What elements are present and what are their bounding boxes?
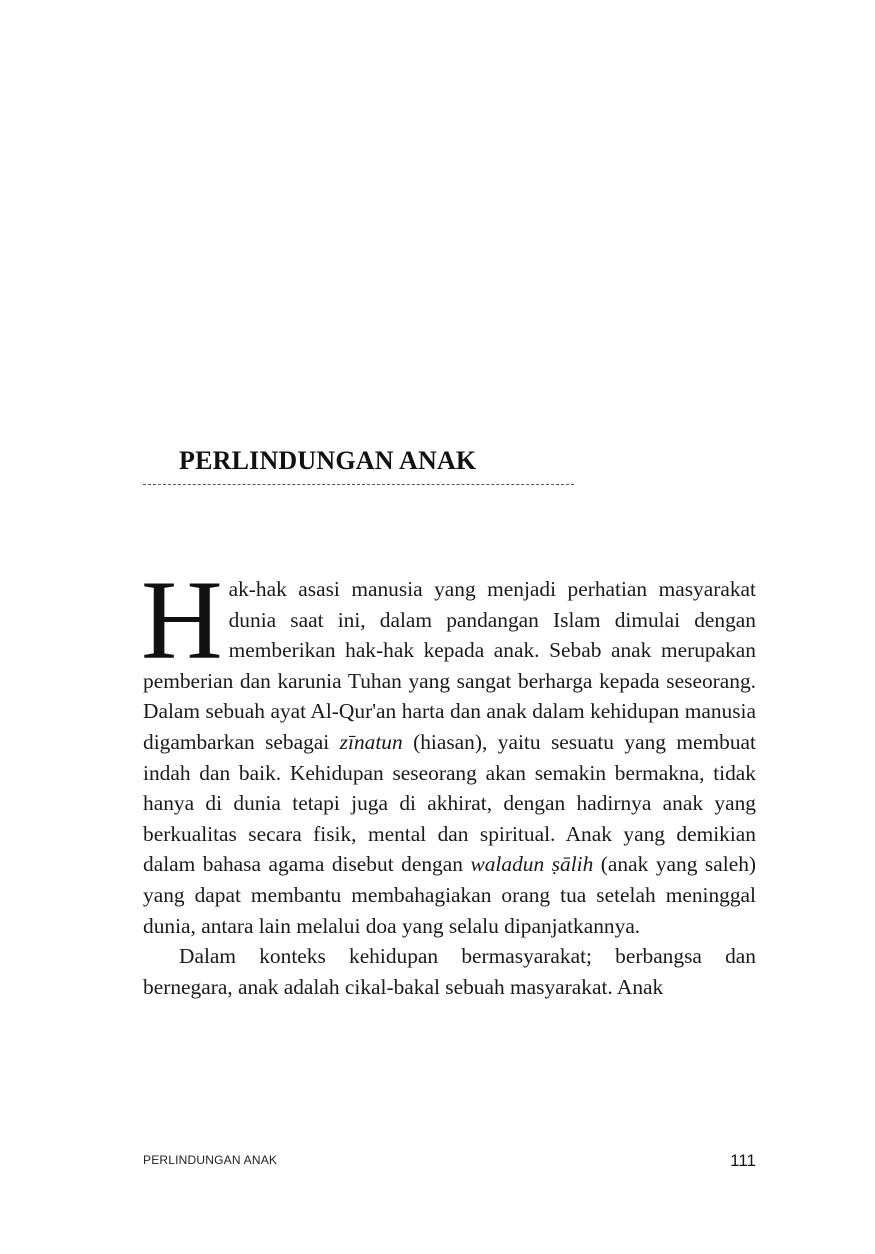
- term-waladun-salih: waladun ṣālih: [470, 852, 594, 877]
- paragraph-1-text-c: (anak yang saleh) yang dapat membantu membahagiakan orang tua setelah meninggal dunia, antara lain melalui doa yang selalu dipanjatkannya.: [143, 852, 757, 938]
- page-number: 111: [730, 1151, 756, 1170]
- drop-cap: H: [141, 558, 223, 683]
- running-footer-title: PERLINDUNGAN ANAK: [143, 1153, 278, 1167]
- paragraph-2: Dalam konteks kehidupan bermasyarakat; berbangsa dan bernegara, anak adalah cikal-bakal sebuah masyarakat. Anak: [143, 944, 756, 999]
- paragraph-1-text-a: ak-hak asasi manusia yang menjadi perhatian masyarakat dunia saat ini, dalam pandangan Islam dimulai dengan memberikan hak-hak kepada anak. Sebab anak merupakan pemberian dan karunia Tuhan yang sangat berharga kepada seseorang. Dalam sebuah ayat Al-Qur'an harta dan anak dalam kehidupan manusia digambarkan sebagai: [143, 577, 756, 754]
- paragraph-1: [141, 558, 757, 941]
- title-divider: [143, 484, 574, 485]
- body-text: [141, 558, 757, 1002]
- paragraph-1-text-b: (hiasan), yaitu sesuatu yang membuat indah dan baik. Kehidupan seseorang akan semakin bermakna, tidak hanya di dunia tetapi juga di akhirat, dengan hadirnya anak yang berkualitas secara fisik, mental dan spiritual. Anak yang demikian dalam bahasa agama disebut dengan: [143, 729, 756, 877]
- term-zinatun: zīnatun: [339, 729, 403, 754]
- chapter-title: PERLINDUNGAN ANAK: [179, 446, 477, 475]
